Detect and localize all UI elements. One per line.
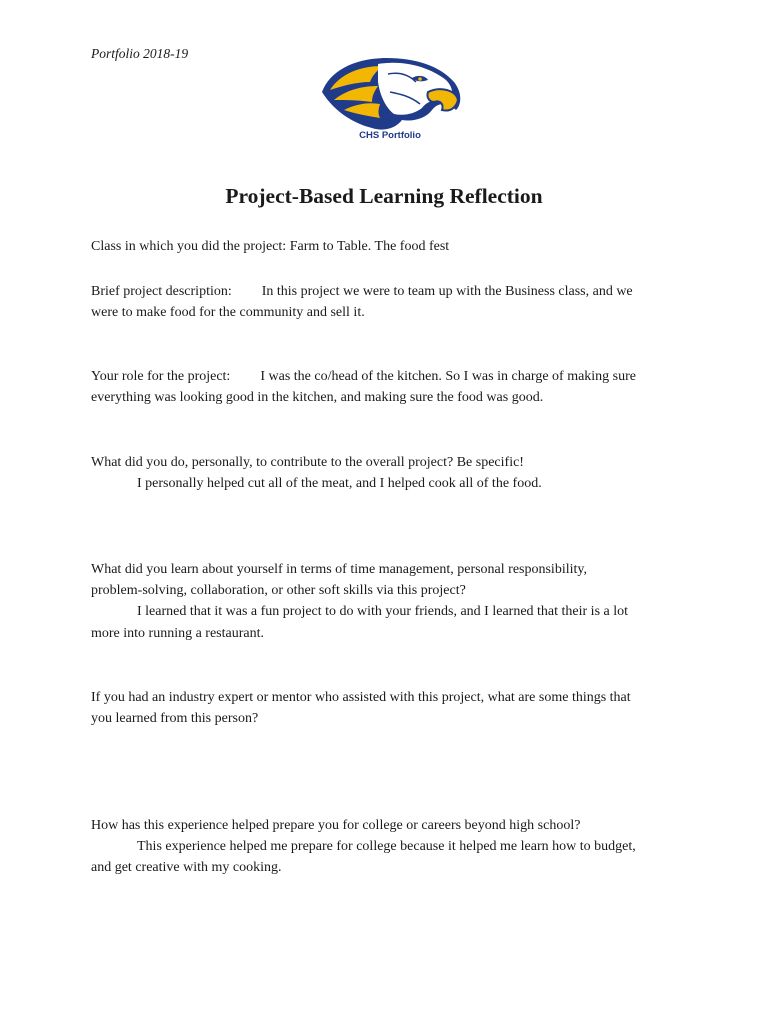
logo-caption: CHS Portfolio — [359, 130, 421, 141]
description-answer-1: In this project we were to team up with the Business class, and we — [261, 284, 633, 299]
college-answer-2: and get creative with my cooking. — [91, 860, 282, 875]
portfolio-year-label: Portfolio 2018-19 — [91, 46, 189, 61]
learn-self-answer-2: more into running a restaurant. — [91, 626, 265, 641]
class-line: Class in which you did the project: Farm to Table. The food fest — [91, 239, 450, 254]
role-answer-2: everything was looking good in the kitchen, and making sure the food was good. — [91, 390, 544, 405]
description-label: Brief project description: — [91, 284, 232, 299]
learn-self-question-1: What did you learn about yourself in terms of time management, personal responsibility, — [91, 562, 587, 577]
mentor-question-1: If you had an industry expert or mentor who assisted with this project, what are some things that — [91, 690, 631, 705]
college-answer-1: This experience helped me prepare for college because it helped me learn how to budget, — [137, 839, 636, 854]
learn-self-answer-1: I learned that it was a fun project to do with your friends, and I learned that their is a lot — [137, 604, 629, 619]
role-line-1 — [91, 366, 636, 387]
mentor-question-2: you learned from this person? — [91, 711, 259, 726]
page-title: Project-Based Learning Reflection — [225, 184, 543, 208]
learn-self-question-2: problem-solving, collaboration, or other soft skills via this project? — [91, 583, 466, 598]
college-question: How has this experience helped prepare you for college or careers beyond high school? — [91, 818, 581, 833]
role-label: Your role for the project: — [91, 369, 231, 384]
contribute-answer: I personally helped cut all of the meat, and I helped cook all of the food. — [137, 476, 542, 491]
description-line-1 — [91, 281, 633, 302]
contribute-question: What did you do, personally, to contribute to the overall project? Be specific! — [91, 455, 524, 470]
description-answer-2: were to make food for the community and sell it. — [91, 305, 365, 320]
role-answer-1: I was the co/head of the kitchen. So I was in charge of making sure — [260, 369, 637, 384]
